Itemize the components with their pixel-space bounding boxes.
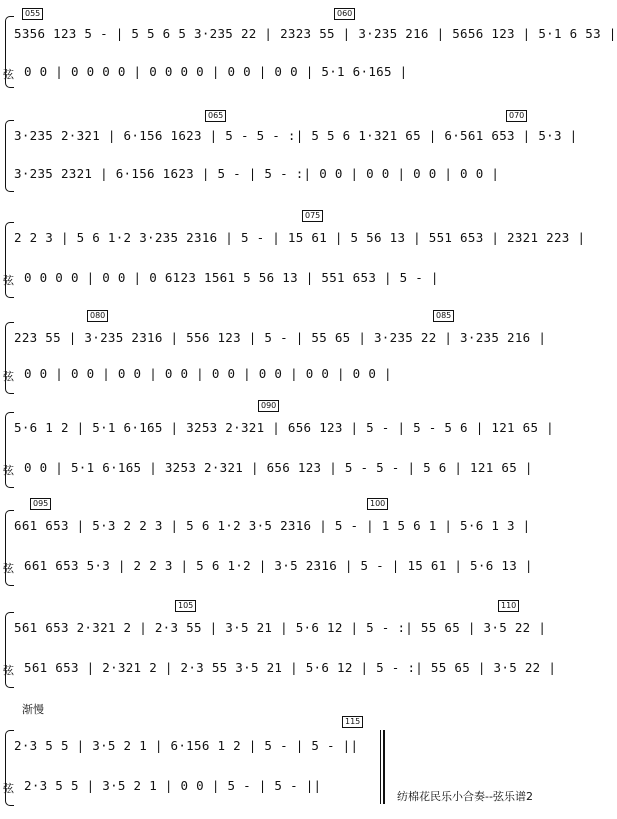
rehearsal-mark: 115 — [342, 716, 363, 728]
string-notes: 0 0 | 0 0 0 0 | 0 0 0 0 | 0 0 | 0 0 | 5·1 6·165 | — [24, 64, 408, 79]
system-6 — [0, 498, 555, 588]
string-staff — [24, 456, 545, 480]
tempo-marking: 渐慢 — [22, 703, 44, 716]
rehearsal-mark: 070 — [506, 110, 527, 122]
system-4 — [0, 310, 555, 396]
final-barline-thick — [383, 730, 385, 804]
melody-staff — [14, 124, 578, 148]
melody-staff — [14, 416, 554, 440]
melody-staff — [14, 326, 545, 350]
rehearsal-mark: 090 — [258, 400, 279, 412]
system-brace — [5, 120, 14, 192]
part-label: 弦 — [3, 664, 14, 677]
melody-notes: 2 2 3 | 5 6 1·2 3·235 2316 | 5 - | 15 61 | 5 56 13 | 551 653 | 2321 223 | — [14, 230, 586, 245]
string-notes: 561 653 | 2·321 2 | 2·3 55 3·5 21 | 5·6 12 | 5 - :| 55 65 | 3·5 22 | — [24, 660, 557, 675]
part-label: 弦 — [3, 274, 14, 287]
melody-staff — [14, 514, 545, 538]
string-staff — [24, 774, 385, 798]
string-notes: 0 0 | 5·1 6·165 | 3253 2·321 | 656 123 | 5 - 5 - | 5 6 | 121 65 | — [24, 460, 533, 475]
string-notes: 3·235 2321 | 6·156 1623 | 5 - | 5 - :| 0 0 | 0 0 | 0 0 | 0 0 | — [14, 166, 500, 181]
melody-notes: 5·6 1 2 | 5·1 6·165 | 3253 2·321 | 656 123 | 5 - | 5 - 5 6 | 121 65 | — [14, 420, 554, 435]
melody-staff — [14, 734, 385, 758]
melody-staff — [14, 616, 545, 640]
rehearsal-mark: 085 — [433, 310, 454, 322]
string-notes: 661 653 5·3 | 2 2 3 | 5 6 1·2 | 3·5 2316 | 5 - | 15 61 | 5·6 13 | — [24, 558, 533, 573]
part-label: 弦 — [3, 370, 14, 383]
rehearsal-mark: 055 — [22, 8, 43, 20]
rehearsal-mark: 095 — [30, 498, 51, 510]
part-label: 弦 — [3, 562, 14, 575]
string-staff — [24, 266, 545, 290]
system-2 — [0, 110, 578, 196]
string-notes: 0 0 | 0 0 | 0 0 | 0 0 | 0 0 | 0 0 | 0 0 | 0 0 | — [24, 366, 392, 381]
string-staff — [24, 656, 557, 680]
melody-staff — [14, 22, 617, 46]
melody-notes: 2·3 5 5 | 3·5 2 1 | 6·156 1 2 | 5 - | 5 - || — [14, 738, 359, 753]
melody-notes: 5356 123 5 - | 5 5 6 5 3·235 22 | 2323 55 | 3·235 216 | 5656 123 | 5·1 6 53 | — [14, 26, 617, 41]
final-barline — [380, 730, 381, 804]
part-label: 弦 — [3, 464, 14, 477]
rehearsal-mark: 110 — [498, 600, 519, 612]
part-label: 弦 — [3, 68, 14, 81]
rehearsal-mark: 080 — [87, 310, 108, 322]
melody-notes: 661 653 | 5·3 2 2 3 | 5 6 1·2 3·5 2316 | 5 - | 1 5 6 1 | 5·6 1 3 | — [14, 518, 531, 533]
rehearsal-mark: 075 — [302, 210, 323, 222]
rehearsal-mark: 105 — [175, 600, 196, 612]
string-notes: 2·3 5 5 | 3·5 2 1 | 0 0 | 5 - | 5 - || — [24, 778, 322, 793]
system-7 — [0, 600, 555, 690]
string-staff — [24, 362, 545, 386]
melody-notes: 223 55 | 3·235 2316 | 556 123 | 5 - | 55 65 | 3·235 22 | 3·235 216 | — [14, 330, 547, 345]
footer-title: 纺棉花民乐小合奏--弦乐谱2 — [397, 790, 533, 803]
melody-staff — [14, 226, 586, 250]
rehearsal-mark: 065 — [205, 110, 226, 122]
rehearsal-mark: 100 — [367, 498, 388, 510]
string-staff — [24, 554, 545, 578]
string-staff — [14, 162, 545, 186]
system-5 — [0, 400, 555, 490]
string-notes: 0 0 0 0 | 0 0 | 0 6123 1561 5 56 13 | 551 653 | 5 - | — [24, 270, 439, 285]
melody-notes: 561 653 2·321 2 | 2·3 55 | 3·5 21 | 5·6 12 | 5 - :| 55 65 | 3·5 22 | — [14, 620, 547, 635]
system-3 — [0, 210, 586, 300]
melody-notes: 3·235 2·321 | 6·156 1623 | 5 - 5 - :| 5 5 6 1·321 65 | 6·561 653 | 5·3 | — [14, 128, 578, 143]
rehearsal-mark: 060 — [334, 8, 355, 20]
part-label: 弦 — [3, 782, 14, 795]
string-staff — [24, 60, 545, 84]
system-1 — [0, 8, 617, 94]
